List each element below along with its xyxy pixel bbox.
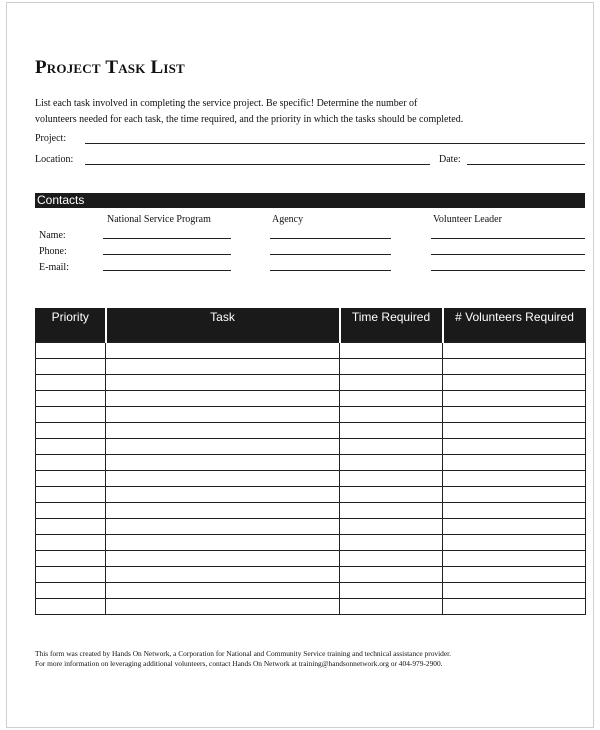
table-row — [36, 487, 586, 503]
location-label: Location: — [35, 154, 74, 165]
agency-phone-field[interactable] — [270, 254, 391, 255]
table-row — [36, 519, 586, 535]
nsp-phone-field[interactable] — [103, 254, 231, 255]
table-row — [36, 583, 586, 599]
table-row — [36, 423, 586, 439]
contacts-col-volunteer-leader: Volunteer Leader — [433, 214, 502, 225]
table-row — [36, 375, 586, 391]
cell-time-required[interactable] — [340, 551, 443, 567]
cell-time-required[interactable] — [340, 583, 443, 599]
cell-time-required[interactable] — [340, 519, 443, 535]
cell-volunteers-required[interactable] — [443, 471, 586, 487]
header-volunteers-required: # Volunteers Required — [443, 308, 586, 343]
cell-task[interactable] — [106, 423, 340, 439]
cell-time-required[interactable] — [340, 359, 443, 375]
project-field[interactable] — [85, 143, 585, 144]
cell-volunteers-required[interactable] — [443, 407, 586, 423]
cell-priority[interactable] — [36, 407, 106, 423]
footer-line-2: For more information on leveraging additional volunteers, contact Hands On Network at training@handsonnetwork.org or 404-979-2900. — [35, 659, 443, 668]
contacts-section-header: Contacts — [35, 193, 585, 208]
date-field[interactable] — [467, 164, 585, 165]
cell-task[interactable] — [106, 471, 340, 487]
contacts-col-national-service-program: National Service Program — [107, 214, 211, 225]
cell-priority[interactable] — [36, 583, 106, 599]
cell-time-required[interactable] — [340, 487, 443, 503]
cell-volunteers-required[interactable] — [443, 583, 586, 599]
cell-time-required[interactable] — [340, 423, 443, 439]
footer-line-1: This form was created by Hands On Network, a Corporation for National and Community Service training and technical assistance provider. — [35, 649, 452, 658]
table-row — [36, 391, 586, 407]
cell-time-required[interactable] — [340, 455, 443, 471]
task-table-body — [36, 343, 586, 615]
cell-time-required[interactable] — [340, 567, 443, 583]
header-priority: Priority — [36, 308, 106, 343]
table-row — [36, 503, 586, 519]
header-task: Task — [106, 308, 340, 343]
cell-task[interactable] — [106, 375, 340, 391]
table-row — [36, 551, 586, 567]
cell-task[interactable] — [106, 503, 340, 519]
cell-volunteers-required[interactable] — [443, 343, 586, 359]
footer-note — [35, 649, 595, 669]
task-table-header-row — [36, 308, 586, 343]
table-row — [36, 471, 586, 487]
cell-priority[interactable] — [36, 439, 106, 455]
cell-priority[interactable] — [36, 503, 106, 519]
agency-name-field[interactable] — [270, 238, 391, 239]
cell-task[interactable] — [106, 519, 340, 535]
cell-priority[interactable] — [36, 567, 106, 583]
cell-priority[interactable] — [36, 455, 106, 471]
cell-priority[interactable] — [36, 519, 106, 535]
contacts-row-email: E-mail: — [39, 262, 69, 273]
cell-time-required[interactable] — [340, 503, 443, 519]
cell-task[interactable] — [106, 535, 340, 551]
leader-name-field[interactable] — [431, 238, 585, 239]
cell-volunteers-required[interactable] — [443, 599, 586, 615]
contacts-row-name: Name: — [39, 230, 66, 241]
nsp-email-field[interactable] — [103, 270, 231, 271]
cell-volunteers-required[interactable] — [443, 519, 586, 535]
cell-task[interactable] — [106, 343, 340, 359]
leader-phone-field[interactable] — [431, 254, 585, 255]
cell-priority[interactable] — [36, 423, 106, 439]
cell-task[interactable] — [106, 359, 340, 375]
table-row — [36, 407, 586, 423]
instructions-line-1: List each task involved in completing the service project. Be specific! Determine the number of — [35, 98, 418, 109]
cell-volunteers-required[interactable] — [443, 359, 586, 375]
table-row — [36, 535, 586, 551]
cell-time-required[interactable] — [340, 471, 443, 487]
cell-volunteers-required[interactable] — [443, 503, 586, 519]
cell-priority[interactable] — [36, 343, 106, 359]
cell-task[interactable] — [106, 551, 340, 567]
table-row — [36, 359, 586, 375]
cell-volunteers-required[interactable] — [443, 423, 586, 439]
task-table — [35, 308, 586, 615]
contacts-col-agency: Agency — [272, 214, 304, 225]
cell-volunteers-required[interactable] — [443, 439, 586, 455]
cell-task[interactable] — [106, 583, 340, 599]
cell-task[interactable] — [106, 439, 340, 455]
cell-volunteers-required[interactable] — [443, 455, 586, 471]
contacts-row-phone: Phone: — [39, 246, 67, 257]
table-row — [36, 455, 586, 471]
cell-priority[interactable] — [36, 599, 106, 615]
cell-priority[interactable] — [36, 535, 106, 551]
cell-time-required[interactable] — [340, 535, 443, 551]
cell-task[interactable] — [106, 487, 340, 503]
nsp-name-field[interactable] — [103, 238, 231, 239]
cell-volunteers-required[interactable] — [443, 487, 586, 503]
leader-email-field[interactable] — [431, 270, 585, 271]
cell-priority[interactable] — [36, 359, 106, 375]
cell-priority[interactable] — [36, 391, 106, 407]
cell-time-required[interactable] — [340, 391, 443, 407]
project-label: Project: — [35, 133, 67, 144]
cell-priority[interactable] — [36, 375, 106, 391]
cell-priority[interactable] — [36, 471, 106, 487]
cell-time-required[interactable] — [340, 439, 443, 455]
header-time-required: Time Required — [340, 308, 443, 343]
cell-volunteers-required[interactable] — [443, 391, 586, 407]
cell-time-required[interactable] — [340, 343, 443, 359]
table-row — [36, 599, 586, 615]
date-label: Date: — [439, 154, 461, 165]
cell-task[interactable] — [106, 567, 340, 583]
cell-task[interactable] — [106, 599, 340, 615]
cell-task[interactable] — [106, 391, 340, 407]
table-row — [36, 567, 586, 583]
cell-priority[interactable] — [36, 551, 106, 567]
cell-time-required[interactable] — [340, 407, 443, 423]
cell-volunteers-required[interactable] — [443, 375, 586, 391]
cell-task[interactable] — [106, 407, 340, 423]
form-page — [6, 2, 594, 728]
instructions — [35, 96, 535, 128]
table-row — [36, 439, 586, 455]
cell-volunteers-required[interactable] — [443, 567, 586, 583]
page-title: Project Task List — [35, 57, 185, 78]
cell-task[interactable] — [106, 455, 340, 471]
cell-priority[interactable] — [36, 487, 106, 503]
cell-time-required[interactable] — [340, 375, 443, 391]
cell-volunteers-required[interactable] — [443, 535, 586, 551]
cell-volunteers-required[interactable] — [443, 551, 586, 567]
instructions-line-2: volunteers needed for each task, the time required, and the priority in which the tasks should be completed. — [35, 114, 464, 125]
table-row — [36, 343, 586, 359]
agency-email-field[interactable] — [270, 270, 391, 271]
location-field[interactable] — [85, 164, 430, 165]
cell-time-required[interactable] — [340, 599, 443, 615]
